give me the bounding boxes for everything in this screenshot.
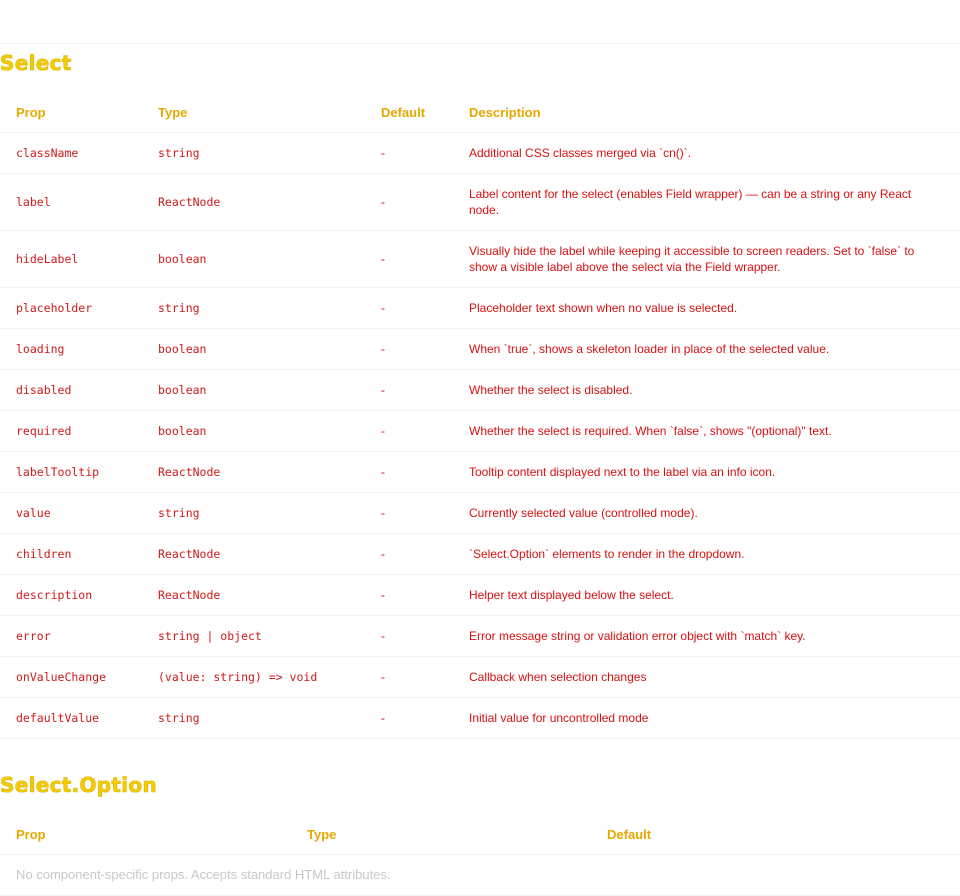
table-row: [0, 616, 960, 657]
prop-name: labelTooltip: [0, 452, 142, 493]
empty-props-note: No component-specific props. Accepts standard HTML attributes.: [0, 855, 960, 896]
table-row: [0, 288, 960, 329]
prop-description: Callback when selection changes: [453, 657, 960, 698]
table-row: [0, 329, 960, 370]
prop-description: Whether the select is required. When `false`, shows "(optional)" text.: [453, 411, 960, 452]
prop-description: Initial value for uncontrolled mode: [453, 698, 960, 739]
prop-description: When `true`, shows a skeleton loader in place of the selected value.: [453, 329, 960, 370]
prop-name: disabled: [0, 370, 142, 411]
prop-default: -: [365, 493, 453, 534]
prop-description: Additional CSS classes merged via `cn()`.: [453, 133, 960, 174]
prop-type: ReactNode: [142, 452, 365, 493]
table-header-row: [0, 92, 960, 133]
prop-type: boolean: [142, 329, 365, 370]
header-default: Default: [365, 92, 453, 133]
prop-description: Whether the select is disabled.: [453, 370, 960, 411]
prop-name: placeholder: [0, 288, 142, 329]
prop-description: Helper text displayed below the select.: [453, 575, 960, 616]
table-row: [0, 698, 960, 739]
prop-default: -: [365, 698, 453, 739]
prop-type: ReactNode: [142, 174, 365, 231]
prop-default: -: [365, 329, 453, 370]
table-row: [0, 452, 960, 493]
prop-type: string | object: [142, 616, 365, 657]
header-default: Default: [591, 814, 960, 855]
header-prop: Prop: [0, 814, 291, 855]
prop-default: -: [365, 534, 453, 575]
prop-type: string: [142, 288, 365, 329]
prop-name: value: [0, 493, 142, 534]
table-row: [0, 231, 960, 288]
prop-description: `Select.Option` elements to render in the dropdown.: [453, 534, 960, 575]
table-row: [0, 575, 960, 616]
table-row: [0, 174, 960, 231]
header-type: Type: [142, 92, 365, 133]
prop-name: error: [0, 616, 142, 657]
header-description: Description: [453, 92, 960, 133]
prop-default: -: [365, 174, 453, 231]
prop-name: onValueChange: [0, 657, 142, 698]
prop-name: required: [0, 411, 142, 452]
prop-type: string: [142, 493, 365, 534]
prop-default: -: [365, 616, 453, 657]
prop-name: loading: [0, 329, 142, 370]
table-row: [0, 657, 960, 698]
prop-name: hideLabel: [0, 231, 142, 288]
table-row: [0, 855, 960, 896]
prop-description: Placeholder text shown when no value is selected.: [453, 288, 960, 329]
select-option-props-table: [0, 814, 960, 896]
top-divider: [0, 43, 960, 44]
prop-type: ReactNode: [142, 575, 365, 616]
table-row: [0, 370, 960, 411]
prop-description: Tooltip content displayed next to the label via an info icon.: [453, 452, 960, 493]
prop-default: -: [365, 133, 453, 174]
prop-type: string: [142, 133, 365, 174]
prop-default: -: [365, 452, 453, 493]
select-props-table: [0, 92, 960, 739]
table-header-row: [0, 814, 960, 855]
prop-description: Currently selected value (controlled mode).: [453, 493, 960, 534]
prop-name: className: [0, 133, 142, 174]
table-row: [0, 411, 960, 452]
prop-type: string: [142, 698, 365, 739]
prop-description: Error message string or validation error object with `match` key.: [453, 616, 960, 657]
prop-default: -: [365, 288, 453, 329]
prop-type: (value: string) => void: [142, 657, 365, 698]
prop-default: -: [365, 231, 453, 288]
prop-description: Label content for the select (enables Field wrapper) — can be a string or any React node.: [453, 174, 960, 231]
prop-type: boolean: [142, 370, 365, 411]
prop-type: ReactNode: [142, 534, 365, 575]
prop-type: boolean: [142, 231, 365, 288]
table-row: [0, 493, 960, 534]
prop-default: -: [365, 575, 453, 616]
prop-name: defaultValue: [0, 698, 142, 739]
header-type: Type: [291, 814, 591, 855]
prop-name: description: [0, 575, 142, 616]
select-option-section-title: Select.Option: [0, 773, 158, 797]
select-section-title: Select: [0, 51, 72, 75]
prop-name: children: [0, 534, 142, 575]
prop-default: -: [365, 657, 453, 698]
table-row: [0, 534, 960, 575]
prop-name: label: [0, 174, 142, 231]
prop-default: -: [365, 411, 453, 452]
prop-default: -: [365, 370, 453, 411]
prop-type: boolean: [142, 411, 365, 452]
prop-description: Visually hide the label while keeping it accessible to screen readers. Set to `false` to show a visible label above the select via the Field wrapper.: [453, 231, 960, 288]
table-row: [0, 133, 960, 174]
header-prop: Prop: [0, 92, 142, 133]
